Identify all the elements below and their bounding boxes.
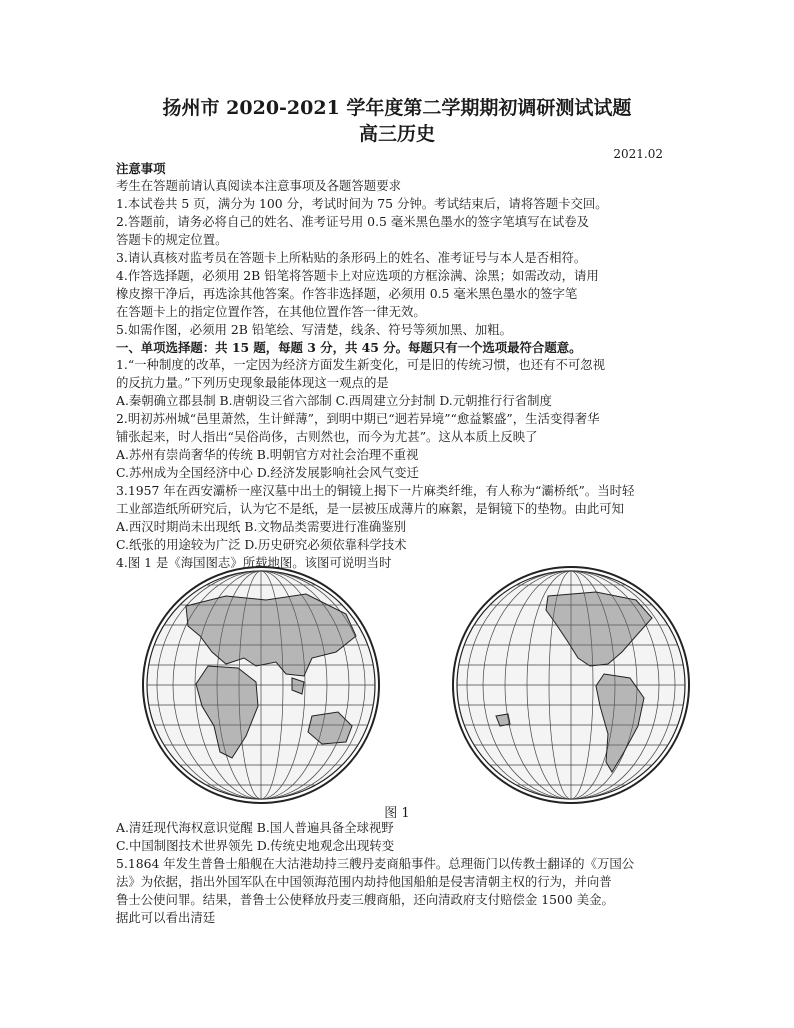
question-line: 4.图 1 是《海国图志》所载地图。该图可说明当时: [116, 555, 392, 570]
eastern-hemisphere-map: [143, 567, 379, 803]
question-line: 的反抗力量。”下列历史现象最能体现这一观点的是: [116, 375, 389, 390]
question-line: 2.明初苏州城“邑里萧然，生计鲜薄”，到明中期已“迥若异境”“愈益繁盛”，生活变得奢华: [116, 411, 600, 426]
question-line: 工业部造纸所研究后，认为它不是纸，是一层被压成薄片的麻絮，是铜镜下的垫物。由此可知: [116, 501, 625, 516]
notes-heading: 注意事项: [116, 161, 166, 176]
question-options: A.清廷现代海权意识觉醒 B.国人普遍具备全球视野: [116, 820, 394, 835]
question-line: 3.1957 年在西安灞桥一座汉墓中出土的铜镜上揭下一片麻类纤维，有人称为“灞桥纸”。当时轻: [116, 483, 635, 498]
question-options: C.苏州成为全国经济中心 D.经济发展影响社会风气变迁: [116, 465, 419, 480]
question-line: 铺张起来，时人指出“吴俗尚侈，古则然也，而今为尤甚”。这从本质上反映了: [116, 429, 538, 444]
notes-line: 橡皮擦干净后，再选涂其他答案。作答非选择题，必须用 0.5 毫米黑色墨水的签字笔: [116, 286, 578, 301]
question-line: 据此可以看出清廷: [116, 910, 216, 925]
notes-line: 3.请认真核对监考员在答题卡上所粘贴的条形码上的姓名、准考证号与本人是否相符。: [116, 250, 587, 265]
notes-line: 答题卡的规定位置。: [116, 232, 228, 247]
notes-line: 1.本试卷共 5 页，满分为 100 分，考试时间为 75 分钟。考试结束后，请将答题卡交回。: [116, 196, 608, 211]
notes-line: 4.作答选择题，必须用 2B 铅笔将答题卡上对应选项的方框涂满、涂黑；如需改动，请用: [116, 268, 599, 283]
notes-line: 5.如需作图，必须用 2B 铅笔绘、写清楚，线条、符号等须加黑、加粗。: [116, 322, 513, 337]
question-options: C.中国制图技术世界领先 D.传统史地观念出现转变: [116, 838, 395, 853]
question-options: C.纸张的用途较为广泛 D.历史研究必须依靠科学技术: [116, 537, 407, 552]
western-hemisphere-map: [453, 567, 689, 803]
notes-line: 在答题卡上的指定位置作答，在其他位置作答一律无效。: [116, 304, 426, 319]
question-options: A.西汉时期尚未出现纸 B.文物品类需要进行准确鉴别: [116, 519, 407, 534]
exam-date: 2021.02: [613, 147, 663, 161]
exam-subject: 高三历史: [358, 123, 435, 145]
notes-line: 2.答题前，请务必将自己的姓名、准考证号用 0.5 毫米黑色墨水的签字笔填写在试卷及: [116, 214, 590, 229]
section-heading: 一、单项选择题：共 15 题，每题 3 分，共 45 分。每题只有一个选项最符合题意。: [116, 340, 582, 355]
question-line: 鲁士公使问罪。结果，普鲁士公使释放丹麦三艘商船，还向清政府支付赔偿金 1500 美金。: [116, 892, 614, 907]
figure-caption: 图 1: [384, 806, 410, 821]
question-line: 法》为依据，指出外国军队在中国领海范围内劫持他国船舶是侵害清朝主权的行为，并向普: [116, 874, 612, 889]
question-line: 5.1864 年发生普鲁士船舰在大沽港劫持三艘丹麦商船事件。总理衙门以传教士翻译的《万国公: [116, 856, 635, 871]
question-options: A.秦朝确立郡县制 B.唐朝设三省六部制 C.西周建立分封制 D.元朝推行行省制度: [116, 393, 552, 408]
question-line: 1.“一种制度的改革，一定因为经济方面发生新变化，可是旧的传统习惯，也还有不可忽视: [116, 357, 605, 372]
world-map-figure: [116, 566, 716, 804]
exam-title: 扬州市 2020-2021 学年度第二学期期初调研测试试题: [162, 97, 632, 119]
notes-line: 考生在答题前请认真阅读本注意事项及各题答题要求: [116, 178, 401, 193]
question-options: A.苏州有崇尚奢华的传统 B.明朝官方对社会治理不重视: [116, 447, 419, 462]
